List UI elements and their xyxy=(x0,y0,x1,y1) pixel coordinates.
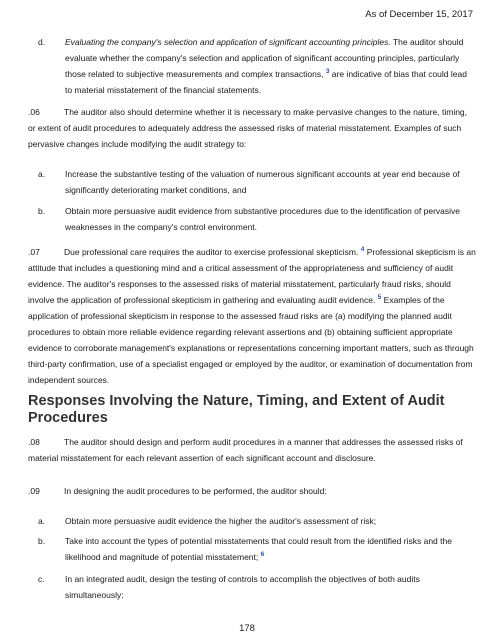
paragraph-number: .07 xyxy=(28,247,40,257)
paragraph-text-cont-2: Examples of the application of professional skepticism in response to the assessed fraud risks are (a) modifying the planned audit procedures to obtain more reliable evidence regarding relevant assertions and (b) obtaining sufficient appropriate evidence to corroborate management's explanations or representations concerning important matters, such as through third-party confirmation, use of a specialist engaged or employed by the auditor, or examination of documentation from independent sources. xyxy=(28,295,474,385)
item-label: b. xyxy=(38,206,46,216)
page-number: 178 xyxy=(239,623,255,634)
list-item-d xyxy=(38,34,476,98)
item-text: In an integrated audit, design the testing of controls to accomplish the objectives of both audits simultaneously: xyxy=(65,574,420,600)
paragraph-07 xyxy=(28,244,476,388)
footnote-link-6[interactable]: 6 xyxy=(260,551,265,559)
list-item-c xyxy=(38,571,476,603)
list-item-a xyxy=(38,513,476,529)
item-text: Increase the substantive testing of the valuation of numerous significant accounts at year end because of significantly deteriorating market conditions, and xyxy=(65,169,460,195)
item-text-cont: are indicative of bias that could lead to material misstatement of the financial statements. xyxy=(65,69,467,95)
paragraph-number: .09 xyxy=(28,486,40,496)
item-text: Take into account the types of potential misstatements that could result from the identified risks and the likelihood and magnitude of potential misstatement; xyxy=(65,536,452,562)
paragraph-06 xyxy=(28,104,476,152)
footnote-link-3[interactable]: 3 xyxy=(325,68,330,76)
list-item-b xyxy=(38,533,476,565)
item-text: Obtain more persuasive audit evidence the higher the auditor's assessment of risk; xyxy=(65,516,377,526)
paragraph-number: .06 xyxy=(28,107,40,117)
paragraph-text: The auditor should design and perform audit procedures in a manner that addresses the assessed risks of material misstatement for each relevant assertion of each significant account and disclosure. xyxy=(28,437,463,463)
item-text: The auditor should evaluate whether the company's selection and application of significant accounting principles, particularly those related to subjective measurements and complex transactions, xyxy=(65,37,464,79)
item-label: a. xyxy=(38,169,46,179)
item-label: a. xyxy=(38,516,46,526)
section-heading: Responses Involving the Nature, Timing, and Extent of Audit Procedures xyxy=(28,393,445,426)
item-title: Evaluating the company's selection and application of significant accounting principles. xyxy=(65,37,391,47)
paragraph-text: Due professional care requires the auditor to exercise professional skepticism. xyxy=(64,247,361,257)
paragraph-text-cont: Professional skepticism is an attitude that includes a questioning mind and a critical assessment of the appropriateness and sufficiency of audit evidence. The auditor's responses to the assessed risks of material misstatement, particularly fraud risks, should involve the application of professional skepticism in gathering and evaluating audit evidence. xyxy=(28,247,476,305)
item-label: b. xyxy=(38,536,46,546)
list-item-b xyxy=(38,203,476,235)
list-item-a xyxy=(38,166,476,198)
paragraph-text: In designing the audit procedures to be performed, the auditor should: xyxy=(64,486,327,496)
footnote-link-5[interactable]: 5 xyxy=(377,294,382,302)
paragraph-08 xyxy=(28,434,476,466)
paragraph-text: The auditor also should determine whether it is necessary to make pervasive changes to the nature, timing, or extent of audit procedures to adequately address the assessed risks of material misstatement. Examples of such pervasive changes include modifying the audit strategy to: xyxy=(28,107,468,149)
document-date: As of December 15, 2017 xyxy=(365,9,473,20)
paragraph-09 xyxy=(28,483,476,499)
paragraph-number: .08 xyxy=(28,437,40,447)
footnote-link-4[interactable]: 4 xyxy=(360,246,365,254)
item-text: Obtain more persuasive audit evidence from substantive procedures due to the identification of pervasive weaknesses in the company's control environment. xyxy=(65,206,461,232)
item-label: c. xyxy=(38,574,45,584)
item-label: d. xyxy=(38,37,46,47)
